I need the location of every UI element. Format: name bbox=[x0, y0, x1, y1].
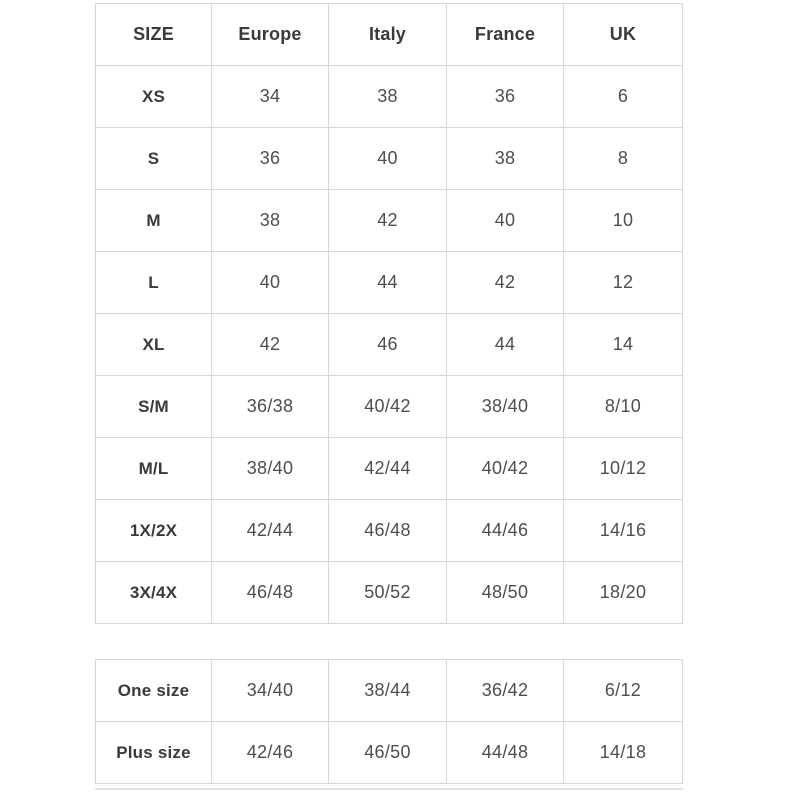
cutoff-next-table-border bbox=[95, 788, 683, 790]
size-value-cell: 38 bbox=[329, 66, 447, 128]
size-value-cell: 18/20 bbox=[564, 562, 683, 624]
size-value-cell: 42 bbox=[329, 190, 447, 252]
table-row bbox=[96, 190, 683, 252]
size-conversion-table bbox=[95, 3, 683, 624]
header-row bbox=[96, 4, 683, 66]
row-size-label: One size bbox=[96, 660, 212, 722]
size-value-cell: 38 bbox=[447, 128, 564, 190]
table-row bbox=[96, 376, 683, 438]
size-value-cell: 8 bbox=[564, 128, 683, 190]
table-row bbox=[96, 500, 683, 562]
size-value-cell: 10/12 bbox=[564, 438, 683, 500]
size-value-cell: 44 bbox=[329, 252, 447, 314]
size-value-cell: 40 bbox=[212, 252, 329, 314]
size-value-cell: 6/12 bbox=[564, 660, 683, 722]
size-value-cell: 42 bbox=[212, 314, 329, 376]
size-value-cell: 34 bbox=[212, 66, 329, 128]
table-row bbox=[96, 66, 683, 128]
size-value-cell: 42/46 bbox=[212, 722, 329, 784]
row-size-label: S bbox=[96, 128, 212, 190]
table-row bbox=[96, 128, 683, 190]
size-value-cell: 38/44 bbox=[329, 660, 447, 722]
size-value-cell: 50/52 bbox=[329, 562, 447, 624]
size-value-cell: 40/42 bbox=[447, 438, 564, 500]
size-chart-page bbox=[95, 3, 683, 790]
table-row bbox=[96, 438, 683, 500]
size-value-cell: 42/44 bbox=[329, 438, 447, 500]
size-table-body bbox=[96, 66, 683, 624]
size-value-cell: 14 bbox=[564, 314, 683, 376]
column-header-europe: Europe bbox=[212, 4, 329, 66]
size-table-header bbox=[96, 4, 683, 66]
size-value-cell: 46/48 bbox=[212, 562, 329, 624]
column-header-italy: Italy bbox=[329, 4, 447, 66]
row-size-label: XS bbox=[96, 66, 212, 128]
size-value-cell: 38/40 bbox=[447, 376, 564, 438]
size-value-cell: 46/48 bbox=[329, 500, 447, 562]
size-value-cell: 44 bbox=[447, 314, 564, 376]
size-value-cell: 36 bbox=[212, 128, 329, 190]
one-size-plus-size-table bbox=[95, 659, 683, 784]
size-value-cell: 36/42 bbox=[447, 660, 564, 722]
size-value-cell: 44/46 bbox=[447, 500, 564, 562]
one-size-table-body bbox=[96, 660, 683, 784]
row-size-label: XL bbox=[96, 314, 212, 376]
size-value-cell: 36/38 bbox=[212, 376, 329, 438]
table-row bbox=[96, 562, 683, 624]
row-size-label: M bbox=[96, 190, 212, 252]
size-value-cell: 44/48 bbox=[447, 722, 564, 784]
size-value-cell: 42/44 bbox=[212, 500, 329, 562]
size-value-cell: 36 bbox=[447, 66, 564, 128]
column-header-size: SIZE bbox=[96, 4, 212, 66]
row-size-label: 1X/2X bbox=[96, 500, 212, 562]
row-size-label: L bbox=[96, 252, 212, 314]
size-value-cell: 40 bbox=[329, 128, 447, 190]
size-value-cell: 38 bbox=[212, 190, 329, 252]
column-header-france: France bbox=[447, 4, 564, 66]
size-value-cell: 34/40 bbox=[212, 660, 329, 722]
row-size-label: S/M bbox=[96, 376, 212, 438]
column-header-uk: UK bbox=[564, 4, 683, 66]
size-value-cell: 42 bbox=[447, 252, 564, 314]
table-row bbox=[96, 314, 683, 376]
size-value-cell: 6 bbox=[564, 66, 683, 128]
size-value-cell: 40/42 bbox=[329, 376, 447, 438]
size-value-cell: 46/50 bbox=[329, 722, 447, 784]
size-value-cell: 14/16 bbox=[564, 500, 683, 562]
size-value-cell: 10 bbox=[564, 190, 683, 252]
size-value-cell: 48/50 bbox=[447, 562, 564, 624]
size-value-cell: 46 bbox=[329, 314, 447, 376]
size-value-cell: 8/10 bbox=[564, 376, 683, 438]
size-value-cell: 40 bbox=[447, 190, 564, 252]
size-value-cell: 38/40 bbox=[212, 438, 329, 500]
row-size-label: 3X/4X bbox=[96, 562, 212, 624]
row-size-label: Plus size bbox=[96, 722, 212, 784]
table-row bbox=[96, 252, 683, 314]
size-value-cell: 14/18 bbox=[564, 722, 683, 784]
table-row bbox=[96, 660, 683, 722]
table-row bbox=[96, 722, 683, 784]
size-value-cell: 12 bbox=[564, 252, 683, 314]
row-size-label: M/L bbox=[96, 438, 212, 500]
